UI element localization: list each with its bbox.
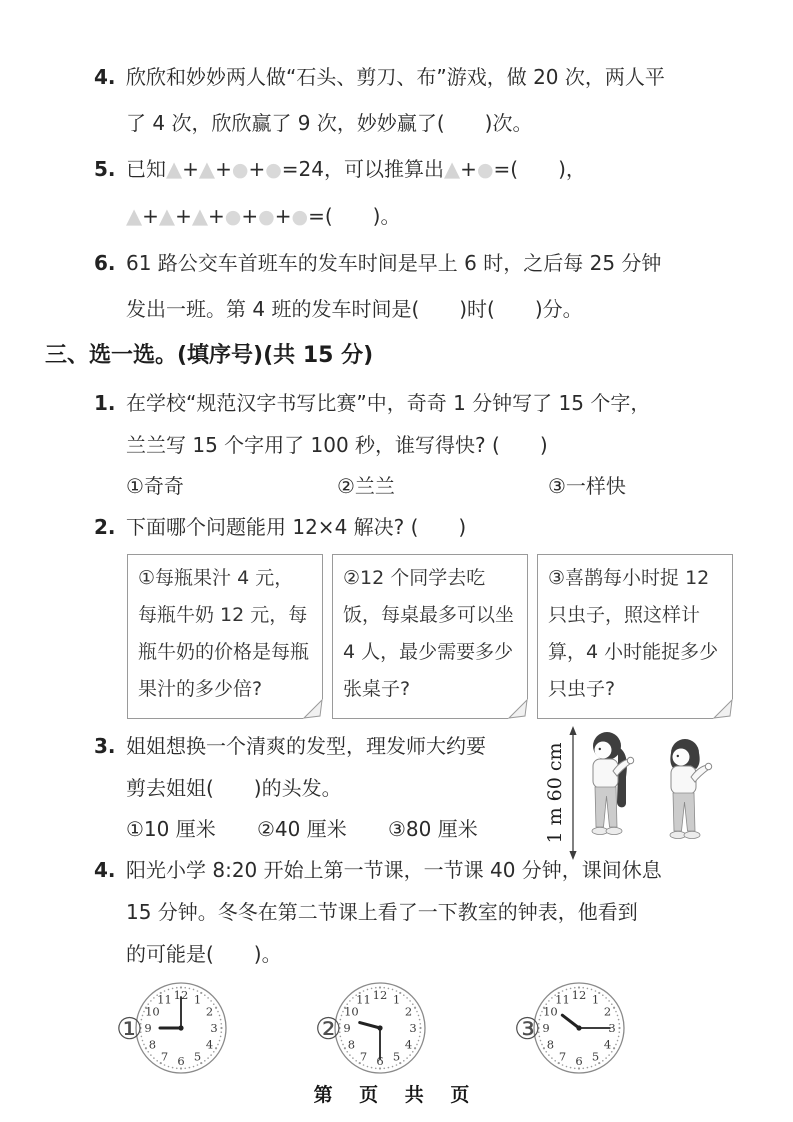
option-item: ①10 厘米 [126,817,216,841]
svg-text:6: 6 [177,1054,185,1068]
fill-question-5 [0,146,793,240]
clock-face-svg [531,980,627,1076]
svg-text:11: 11 [157,992,172,1007]
fill-question-4 [0,54,793,146]
svg-text:3: 3 [608,1021,616,1035]
clock-option-3 [514,980,627,1080]
svg-text:5: 5 [591,1049,599,1064]
girls-height-figure [542,725,750,861]
svg-text:9: 9 [542,1021,550,1035]
question-line: 15 分钟。冬冬在第二节课上看了一下教室的钟表，他看到 [126,900,638,924]
question-number: 4. [94,858,116,882]
folded-corner-icon [713,699,733,719]
svg-text:9: 9 [343,1021,351,1035]
gray-circle-icon: ● [265,159,282,181]
problem-card-1 [127,554,323,719]
question-line: 剪去姐姐( )的头发。 [126,776,342,800]
svg-text:10: 10 [343,1004,359,1019]
problem-card-text: ①每瓶果汁 4 元，每瓶牛奶 12 元，每瓶牛奶的价格是每瓶果汁的多少倍? [138,567,310,700]
folded-corner-icon [508,699,528,719]
folded-corner-icon [303,699,323,719]
svg-text:5: 5 [193,1049,202,1064]
svg-text:6: 6 [376,1054,384,1068]
fill-in-section [0,54,793,332]
gray-circle-icon: ● [258,206,275,228]
choice-question-4 [0,849,793,975]
svg-text:11: 11 [355,992,371,1007]
question-line: 61 路公交车首班车的发车时间是早上 6 时，之后每 25 分钟 [126,251,662,275]
svg-text:7: 7 [359,1049,367,1064]
gray-triangle-icon: ▲ [158,204,176,228]
gray-circle-icon: ● [224,206,242,228]
gray-triangle-icon: ▲ [126,204,143,228]
question-line: 已知▲+▲+●+●=24，可以推算出▲+●=( )， [126,157,586,181]
fill-question-6 [0,240,793,332]
option-item: ①奇奇 [126,474,184,498]
option-item: ③一样快 [548,474,626,498]
clock-face-9-30 [332,980,428,1080]
svg-text:8: 8 [347,1037,355,1052]
option-item: ②兰兰 [337,474,395,498]
gray-triangle-icon: ▲ [166,157,183,181]
girl-short-hair-figure [670,739,712,839]
gray-circle-icon: ● [231,159,249,181]
svg-text:4: 4 [404,1037,413,1052]
question-line: 在学校“规范汉字书写比赛”中，奇奇 1 分钟写了 15 个字， [126,391,651,415]
choice-question-3 [0,725,793,849]
section-header: 三、选一选。(填序号)(共 15 分) [45,343,374,368]
svg-text:10: 10 [145,1004,160,1019]
svg-text:7: 7 [558,1049,566,1064]
problem-card-3 [537,554,733,719]
clock-option-1 [116,980,229,1080]
clock-face-9-00 [133,980,229,1080]
svg-text:12: 12 [173,988,189,1002]
question-number: 2. [94,515,116,539]
measure-arrow [569,726,576,860]
svg-text:9: 9 [144,1021,152,1035]
girl-long-hair-figure [592,732,634,835]
question-line: 阳光小学 8:20 开始上第一节课，一节课 40 分钟，课间休息 [126,858,662,882]
question-number: 3. [94,734,116,758]
clock-face-10-15 [531,980,627,1080]
svg-text:1: 1 [392,992,400,1007]
question-line: 兰兰写 15 个字用了 100 秒，谁写得快? ( ) [126,433,548,457]
choice-section [0,382,793,1080]
question-number: 5. [94,157,116,181]
clock-label: ② [314,1012,342,1047]
svg-text:8: 8 [546,1037,554,1052]
svg-text:2: 2 [205,1004,214,1019]
question-text-block [126,725,596,849]
clock-face-svg [332,980,428,1076]
option-item: ②40 厘米 [257,817,347,841]
problem-card-row [127,554,745,719]
height-label: 1 m 60 cm [544,742,566,844]
problem-card-text: ③喜鹊每小时捉 12 只虫子，照这样计算，4 小时能捉多少只虫子? [548,567,719,700]
gray-triangle-icon: ▲ [191,204,208,228]
choice-question-2 [0,506,793,548]
question-line: 姐姐想换一个清爽的发型，理发师大约要 [126,734,486,758]
clock-options-row [116,980,793,1080]
svg-text:12: 12 [571,988,587,1002]
option-item: ③80 厘米 [388,817,478,841]
height-measure-illustration [542,725,750,861]
clock-label: ① [116,1012,143,1047]
svg-text:8: 8 [148,1037,156,1052]
svg-text:1: 1 [591,992,599,1007]
question-line: 了 4 次，欣欣赢了 9 次，妙妙赢了( )次。 [126,111,533,135]
svg-text:2: 2 [404,1004,413,1019]
clock-option-2 [315,980,428,1080]
choice-question-1 [0,382,793,506]
question-line: 欣欣和妙妙两人做“石头、剪刀、布”游戏，做 20 次，两人平 [126,65,665,89]
svg-text:5: 5 [392,1049,400,1064]
gray-triangle-icon: ▲ [198,157,216,181]
gray-circle-icon: ● [291,206,309,228]
option-row [126,809,596,849]
question-line: ▲+▲+▲+●+●+●=( )。 [126,204,401,228]
svg-text:7: 7 [160,1049,169,1064]
question-line: 的可能是( )。 [126,942,282,966]
svg-text:1: 1 [193,992,202,1007]
question-line: 下面哪个问题能用 12×4 解决? ( ) [126,515,467,539]
gray-circle-icon: ● [476,159,494,181]
question-number: 4. [94,65,116,89]
gray-triangle-icon: ▲ [444,157,461,181]
option-row [126,466,745,506]
question-number: 1. [94,391,116,415]
clock-label: ③ [513,1012,541,1047]
svg-text:4: 4 [205,1037,214,1052]
svg-text:10: 10 [542,1004,558,1019]
question-number: 6. [94,251,116,275]
page-footer: 第 页 共 页 [313,1084,480,1106]
worksheet-content [0,54,793,1080]
svg-text:6: 6 [575,1054,583,1068]
question-line: 发出一班。第 4 班的发车时间是( )时( )分。 [126,297,583,321]
svg-text:4: 4 [603,1037,611,1052]
problem-card-text: ②12 个同学去吃饭，每桌最多可以坐 4 人，最少需要多少张桌子? [343,567,515,700]
svg-text:11: 11 [554,992,570,1007]
svg-text:3: 3 [409,1021,417,1035]
svg-text:2: 2 [603,1004,611,1019]
problem-card-2 [332,554,528,719]
svg-text:3: 3 [210,1021,218,1035]
svg-text:12: 12 [372,988,388,1002]
clock-face-svg [133,980,229,1076]
